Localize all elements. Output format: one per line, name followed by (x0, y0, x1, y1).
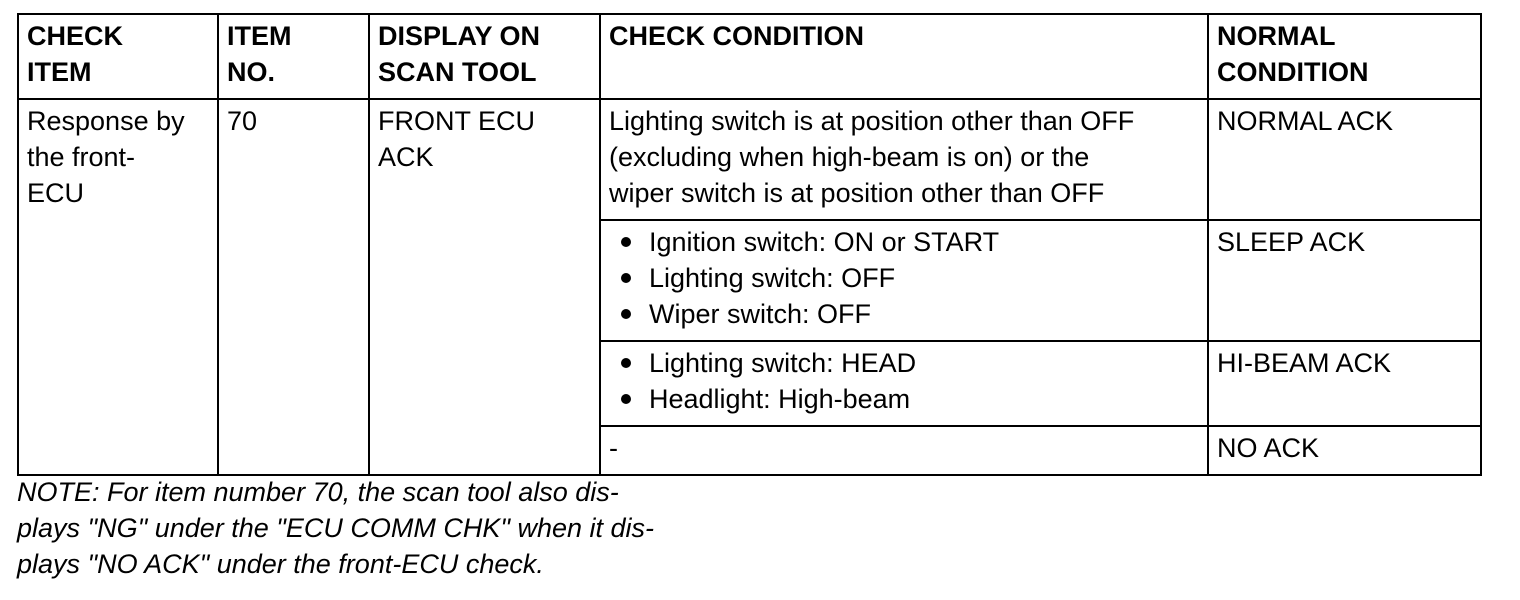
header-line: SCAN TOOL (378, 57, 537, 87)
table-row (18, 99, 1481, 220)
cell-line: ECU (27, 178, 85, 208)
bullet-list (609, 345, 1199, 417)
check-table (17, 13, 1482, 476)
check-condition-cell (600, 220, 1208, 341)
note-paragraph (17, 474, 757, 582)
note-line: plays "NG" under the "ECU COMM CHK" when it dis- (17, 513, 655, 543)
cell-line: ACK (378, 142, 434, 172)
cell-line: Lighting switch is at position other than OFF (609, 106, 1135, 136)
header-line: DISPLAY ON (378, 21, 541, 51)
note-line: plays "NO ACK" under the front-ECU check. (17, 549, 544, 579)
check-item-cell (18, 99, 218, 475)
cell-line: Response by (27, 106, 185, 136)
list-item: Wiper switch: OFF (609, 296, 1199, 332)
header-check-item (18, 14, 218, 99)
cell-line: the front- (27, 142, 136, 172)
check-condition-cell (600, 426, 1208, 475)
cell-line: - (609, 433, 618, 463)
note-line: NOTE: For item number 70, the scan tool also dis- (17, 477, 619, 507)
list-item: Headlight: High-beam (609, 381, 1199, 417)
header-line: CHECK CONDITION (609, 21, 864, 51)
list-item: Ignition switch: ON or START (609, 224, 1199, 260)
check-condition-cell (600, 99, 1208, 220)
cell-line: NORMAL ACK (1217, 106, 1394, 136)
normal-condition-cell (1208, 220, 1481, 341)
header-item-no (218, 14, 369, 99)
header-line: NORMAL (1217, 21, 1336, 51)
cell-line: SLEEP ACK (1217, 227, 1366, 257)
normal-condition-cell (1208, 341, 1481, 426)
bullet-list (609, 224, 1199, 332)
list-item: Lighting switch: OFF (609, 260, 1199, 296)
item-no-cell (218, 99, 369, 475)
list-item: Lighting switch: HEAD (609, 345, 1199, 381)
header-line: CHECK (27, 21, 124, 51)
header-display-on-scan-tool (369, 14, 600, 99)
table-header-row (18, 14, 1481, 99)
cell-line: (excluding when high-beam is on) or the (609, 142, 1090, 172)
cell-line: FRONT ECU (378, 106, 536, 136)
normal-condition-cell (1208, 99, 1481, 220)
header-normal-condition (1208, 14, 1481, 99)
cell-line: 70 (227, 106, 258, 136)
display-on-scan-tool-cell (369, 99, 600, 475)
header-line: ITEM (27, 57, 92, 87)
check-condition-cell (600, 341, 1208, 426)
normal-condition-cell (1208, 426, 1481, 475)
cell-line: HI-BEAM ACK (1217, 348, 1392, 378)
cell-line: NO ACK (1217, 433, 1320, 463)
header-line: CONDITION (1217, 57, 1369, 87)
header-check-condition (600, 14, 1208, 99)
header-line: ITEM (227, 21, 292, 51)
cell-line: wiper switch is at position other than OFF (609, 178, 1105, 208)
header-line: NO. (227, 57, 276, 87)
